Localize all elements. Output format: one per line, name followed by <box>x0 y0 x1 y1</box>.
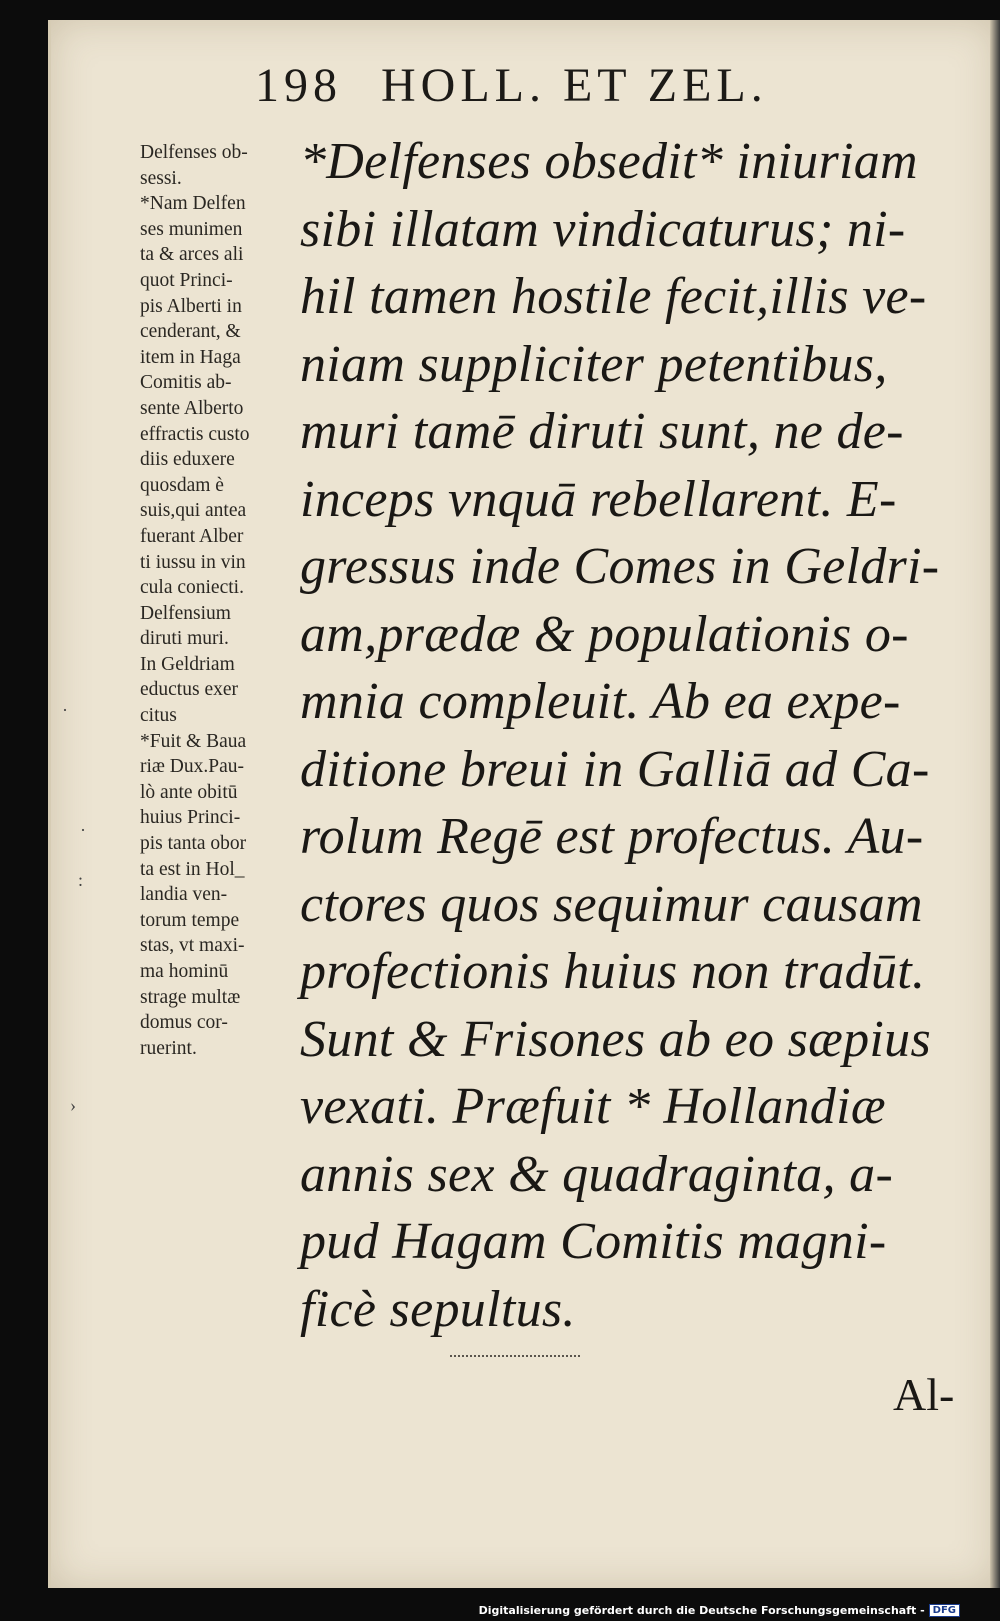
margin-note-line: sessi. <box>140 167 182 189</box>
text-line: ctores quos sequimur causam <box>300 875 923 933</box>
footer-credit <box>479 1604 960 1617</box>
margin-note-line: riæ Dux.Pau- <box>140 756 244 778</box>
margin-note-line: strage multæ <box>140 986 241 1008</box>
margin-note-line: stas, vt maxi- <box>140 935 245 957</box>
margin-note-line: diis eduxere <box>140 449 235 471</box>
margin-note-line: fuerant Alber <box>140 525 244 547</box>
text-line: Sunt & Frisones ab eo sæpius <box>300 1010 931 1068</box>
margin-note-line: lò ante obitū <box>140 781 238 803</box>
margin-note-line: sente Alberto <box>140 397 244 419</box>
margin-mark: › <box>70 1095 76 1115</box>
running-head <box>255 58 875 113</box>
page-edge <box>990 20 1000 1588</box>
margin-note-line: item in Haga <box>140 346 241 368</box>
margin-note-line: cula coniecti. <box>140 577 244 599</box>
text-line: pud Hagam Comitis magni- <box>300 1213 887 1270</box>
margin-note-line: quot Princi- <box>140 269 233 291</box>
text-line: ficè sepultus. <box>300 1280 576 1338</box>
page-title: HOLL. ET ZEL. <box>381 59 768 112</box>
text-line: annis sex & quadraginta, a- <box>300 1145 894 1203</box>
text-line: mnia compleuit. Ab ea expe- <box>300 673 901 730</box>
end-rule <box>450 1355 580 1357</box>
text-line: hil tamen hostile fecit,illis ve- <box>300 268 927 325</box>
margin-dot: · <box>62 700 68 720</box>
footer-credit-text: Digitalisierung gefördert durch die Deutsche Forschungsgemeinschaft - <box>478 1604 925 1617</box>
margin-note-line: diruti muri. <box>140 628 229 650</box>
text-line: *Delfenses obsedit* iniuriam <box>300 133 918 190</box>
dfg-logo: DFG <box>929 1604 960 1617</box>
text-line: muri tamē diruti sunt, ne de- <box>300 403 904 460</box>
margin-note-line: landia ven- <box>140 884 228 906</box>
margin-note-line: suis,qui antea <box>140 500 247 522</box>
margin-note-line: In Geldriam <box>140 653 235 675</box>
text-line: profectionis huius non tradūt. <box>300 943 926 1000</box>
text-line: niam suppliciter petentibus, <box>300 335 888 393</box>
margin-note-line: huius Princi- <box>140 807 241 829</box>
margin-note-line: ma hominū <box>140 961 229 982</box>
main-text <box>300 128 965 1343</box>
margin-note-line: pis tanta obor <box>140 833 247 855</box>
text-line: sibi illatam vindicaturus; ni- <box>300 200 906 258</box>
text-line: vexati. Præfuit * Hollandiæ <box>300 1078 886 1135</box>
margin-note-line: Comitis ab- <box>140 372 232 394</box>
margin-note-line: *Fuit & Baua <box>140 730 247 752</box>
text-line: ditione breui in Galliā ad Ca- <box>300 740 930 798</box>
margin-note-line: domus cor- <box>140 1012 228 1034</box>
margin-note-line: ta & arces ali <box>140 244 244 266</box>
margin-note-line: ses munimen <box>140 218 243 240</box>
text-line: inceps vnquā rebellarent. E- <box>300 470 897 528</box>
text-line: rolum Regē est profectus. Au- <box>300 808 924 865</box>
catchword: Al- <box>893 1369 955 1420</box>
margin-note-line: quosdam è <box>140 474 224 496</box>
text-line: gressus inde Comes in Geldri- <box>300 538 940 595</box>
margin-note-line: Delfensium <box>140 602 231 624</box>
margin-dot: : <box>78 870 84 890</box>
margin-note-line: effractis custo <box>140 423 250 445</box>
margin-note-line: Delfenses ob- <box>140 142 248 163</box>
margin-note-line: citus <box>140 705 177 727</box>
margin-note-line: ti iussu in vin <box>140 551 246 573</box>
page-number: 198 <box>255 59 342 112</box>
margin-note-line: ta est in Hol_ <box>140 858 245 880</box>
margin-note-line: eductus exer <box>140 679 238 701</box>
margin-note-line: cenderant, & <box>140 321 241 343</box>
margin-dot: · <box>80 820 86 840</box>
margin-note-line: ruerint. <box>140 1037 197 1059</box>
margin-note-line: *Nam Delfen <box>140 193 246 215</box>
text-line: am,prædæ & populationis o- <box>300 605 909 663</box>
margin-notes <box>140 140 300 1061</box>
margin-note-line: pis Alberti in <box>140 295 242 317</box>
margin-note-line: torum tempe <box>140 909 240 931</box>
